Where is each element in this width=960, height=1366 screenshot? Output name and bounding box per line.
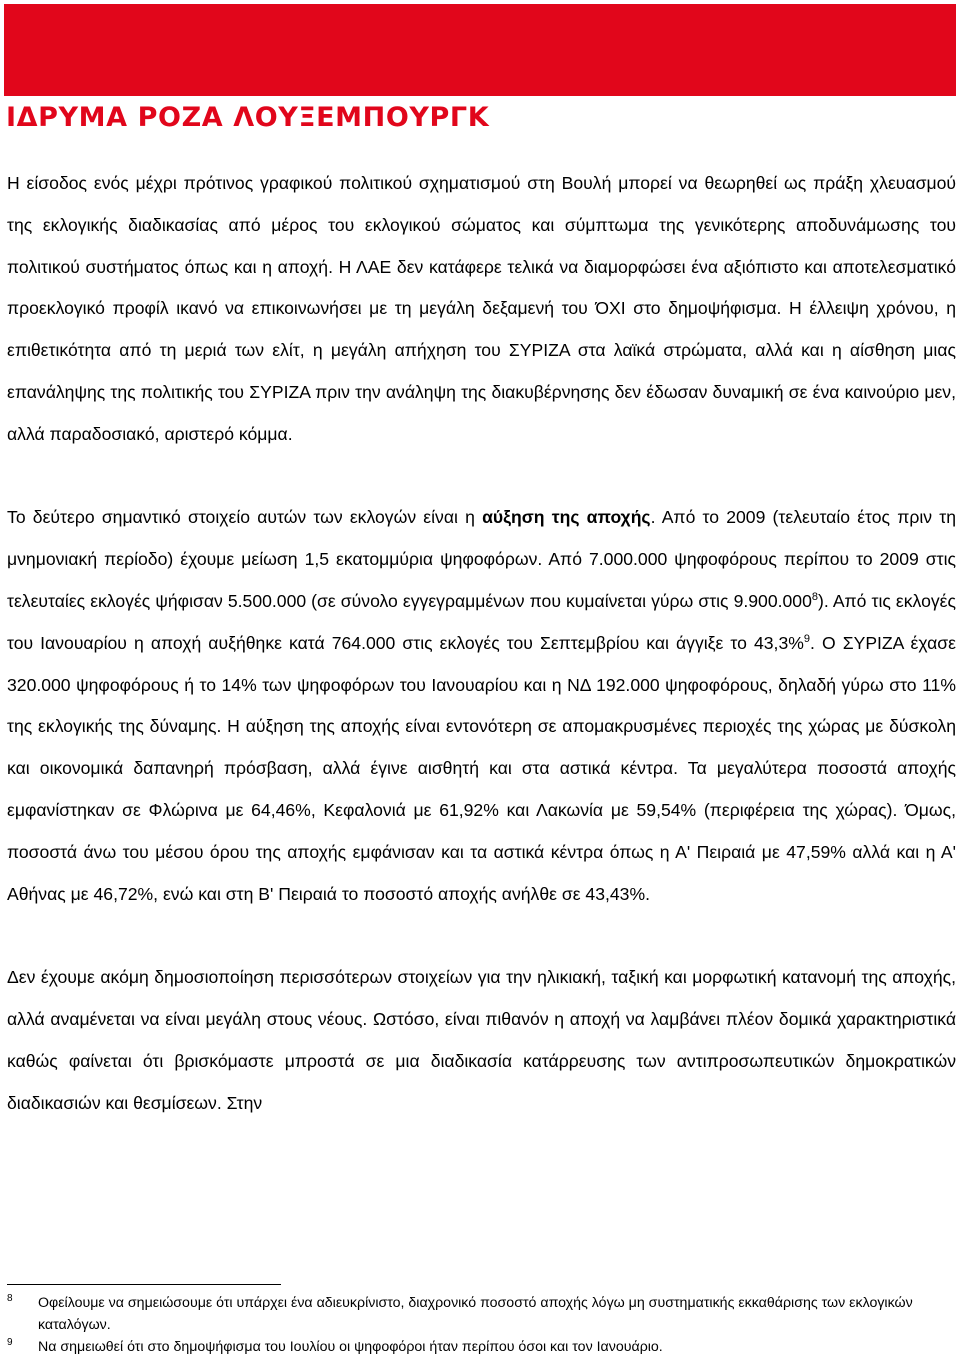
paragraph-2-part-1: . Από το 2009 (τελευταίο έτος πριν τη μνημονιακή περίοδο) έχουμε μείωση 1,5 εκατομμύρια ψηφοφόρων. Από 7.000.000 ψηφοφόρους περίπου το 2009 στις τελευταίες εκλογές ψήφισαν 5.500.000 (σε σύνολο εγγεγραμμένων που κυμαίνεται γύρω στις 9.900.000 xyxy=(7,507,956,611)
footnote-separator xyxy=(7,1284,281,1285)
footnote-number: 9 xyxy=(7,1337,13,1348)
paragraph-2-part-3: . Ο ΣΥΡΙΖΑ έχασε 320.000 ψηφοφόρους ή το 14% των ψηφοφόρων του Ιανουαρίου και η ΝΔ 192.000 ψηφοφόρους, δηλαδή γύρω στο 11% της εκλογικής της δύναμης. Η αύξηση της αποχής είναι εντονότερη σε απομακρυσμένες περιοχές της χώρας με δύσκολη και οικονομικά δαπανηρή πρόσβαση, αλλά έγινε αισθητή και στα αστικά κέντρα. Τα μεγαλύτερα ποσοστά αποχής εμφανίστηκαν σε Φλώρινα με 64,46%, Κεφαλονιά με 61,92% και Λακωνία με 59,54% (περιφέρεια της χώρας). Όμως, ποσοστά άνω του μέσου όρου της αποχής εμφάνισαν και τα αστικά κέντρα όπως η Α' Πειραιά με 47,59% αλλά και η Α' Αθήνας με 46,72%, ενώ και στη Β' Πειραιά το ποσοστό αποχής ανήλθε σε 43,43%. xyxy=(7,632,956,904)
paragraph-2-part-2: ). Από τις εκλογές του Ιανουαρίου η αποχή αυξήθηκε κατά 764.000 στις εκλογές του Σεπτεμβρίου και άγγιξε το 43,3% xyxy=(7,590,956,653)
organization-logo-text: ΙΔΡΥΜΑ ΡΟΖΑ ΛΟΥΞΕΜΠΟΥΡΓΚ xyxy=(6,102,490,133)
paragraph-2-intro: Το δεύτερο σημαντικό στοιχείο αυτών των εκλογών είναι η xyxy=(7,507,483,528)
header-banner xyxy=(4,4,956,96)
paragraph-3: Δεν έχουμε ακόμη δημοσιοποίηση περισσότερων στοιχείων για την ηλικιακή, ταξική και μορφωτική κατανομή της αποχής, αλλά αναμένεται να είναι μεγάλη στους νέους. Ωστόσο, είναι πιθανόν η αποχή να λαμβάνει πλέον δομικά χαρακτηριστικά καθώς φαίνεται ότι βρισκόμαστε μπροστά σε μια διαδικασία κατάρρευσης των αντιπροσωπευτικών δημοκρατικών διαδικασιών και θεσμίσεων. Στην xyxy=(7,967,956,1113)
footnote-ref-8[interactable]: 8 xyxy=(811,590,818,603)
footnote-8 xyxy=(7,1292,956,1336)
footnote-number: 8 xyxy=(7,1293,13,1304)
footnote-text: Οφείλουμε να σημειώσουμε ότι υπάρχει ένα αδιευκρίνιστο, διαχρονικό ποσοστό αποχής λόγω μη συστηματικής εκκαθάρισης των εκλογικών καταλόγων. xyxy=(38,1295,913,1333)
footnotes xyxy=(7,1292,956,1358)
emphasis-abstention-increase: αύξηση της αποχής xyxy=(482,507,651,528)
paragraph-1: Η είσοδος ενός μέχρι πρότινος γραφικού πολιτικού σχηματισμού στη Βουλή μπορεί να θεωρηθεί ως πράξη χλευασμού της εκλογικής διαδικασίας από μέρος του εκλογικού σώματος και σύμπτωμα της γενικότερης αποδυνάμωσης του πολιτικού συστήματος όπως και η αποχή. Η ΛΑΕ δεν κατάφερε τελικά να διαμορφώσει ένα αξιόπιστο και αποτελεσματικό προεκλογικό προφίλ ικανό να επικοινωνήσει με τη μεγάλη δεξαμενή του ΌΧΙ στο δημοψήφισμα. Η έλλειψη χρόνου, η επιθετικότητα από τη μεριά των ελίτ, η μεγάλη απήχηση του ΣΥΡΙΖΑ στα λαϊκά στρώματα, αλλά και η αίσθηση μιας επανάληψης της πολιτικής του ΣΥΡΙΖΑ πριν την ανάληψη της διακυβέρνησης δεν έδωσαν δυναμική σε ένα καινούριο μεν, αλλά παραδοσιακό, αριστερό κόμμα. xyxy=(7,173,956,444)
footnote-text: Να σημειωθεί ότι στο δημοψήφισμα του Ιουλίου οι ψηφοφόροι ήταν περίπου όσοι και τον Ιανουάριο. xyxy=(38,1339,663,1355)
document-body xyxy=(7,163,956,1124)
paragraph-2 xyxy=(7,497,956,915)
footnote-ref-9[interactable]: 9 xyxy=(803,632,810,645)
footnote-9 xyxy=(7,1336,956,1358)
